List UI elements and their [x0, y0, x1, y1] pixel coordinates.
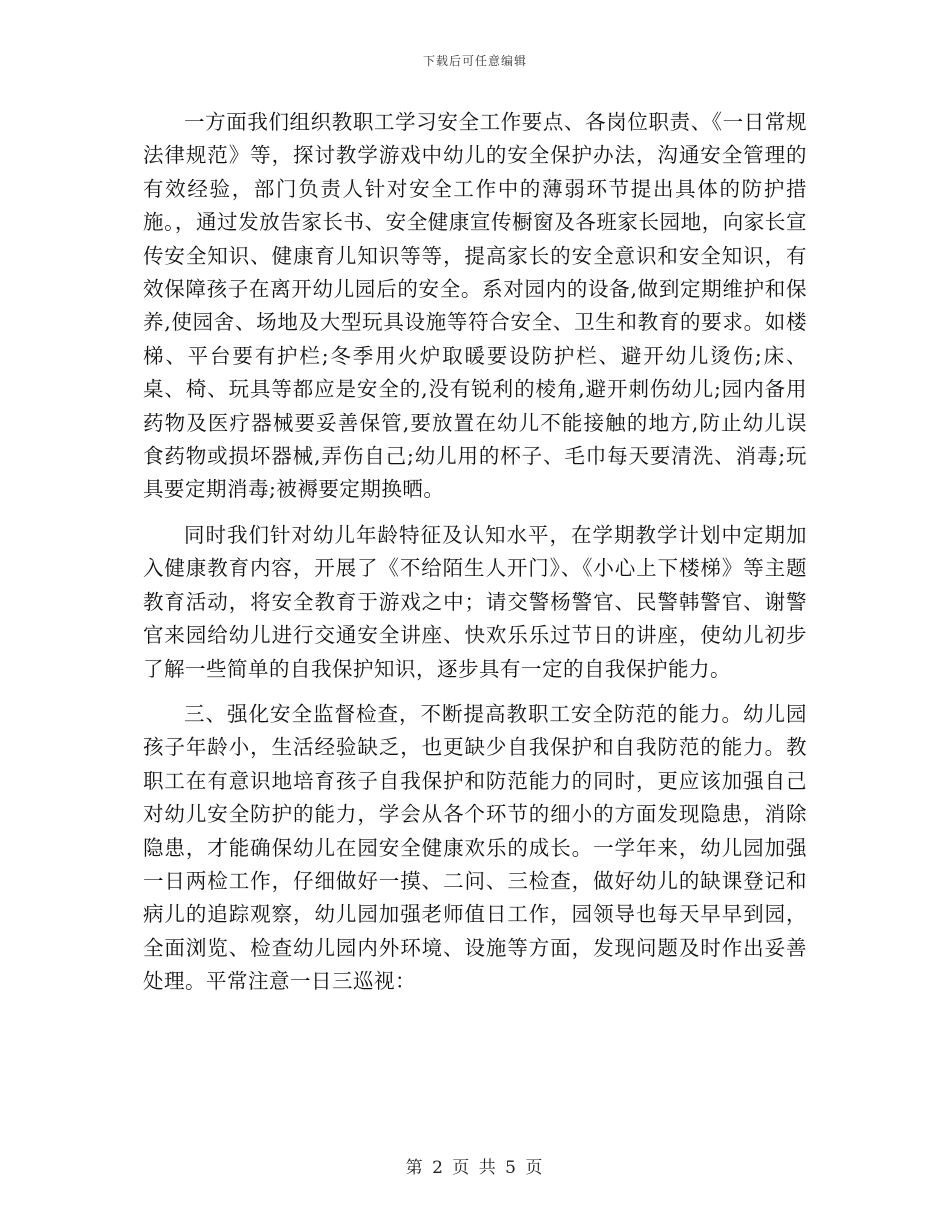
paragraph-safety-training: 一方面我们组织教职工学习安全工作要点、各岗位职责、《一日常规法律规范》等，探讨教学游戏中幼儿的安全保护办法，沟通安全管理的有效经验，部门负责人针对安全工作中的薄弱环节提出具体的防护措施。，通过发放告家长书、安全健康宣传橱窗及各班家长园地，向家长宣传安全知识、健康育儿知识等等，提高家长的安全意识和安全知识，有效保障孩子在离开幼儿园后的安全。系对园内的设备,做到定期维护和保养,使园舍、场地及大型玩具设施等符合安全、卫生和教育的要求。如楼梯、平台要有护栏;冬季用火炉取暖要设防护栏、避开幼儿烫伤;床、桌、椅、玩具等都应是安全的,没有锐利的棱角,避开刺伤幼儿;园内备用药物及医疗器械要妥善保管,要放置在幼儿不能接触的地方,防止幼儿误食药物或损坏器械,弄伤自己;幼儿用的杯子、毛巾每天要清洗、消毒;玩具要定期消毒;被褥要定期换晒。	[143, 110, 807, 502]
document-body	[143, 106, 807, 1011]
page-number: 第 2 页 共 5 页	[405, 1158, 545, 1178]
paragraph-safety-inspection: 三、强化安全监督检查，不断提高教职工安全防范的能力。幼儿园孩子年龄小，生活经验缺乏，也更缺少自我保护和自我防范的能力。教职工在有意识地培育孩子自我保护和防范能力的同时，更应该加强自己对幼儿安全防护的能力，学会从各个环节的细小的方面发现隐患，消除隐患，才能确保幼儿在园安全健康欢乐的成长。一学年来，幼儿园加强一日两检工作，仔细做好一摸、二问、三检查，做好幼儿的缺课登记和病儿的追踪观察，幼儿园加强老师值日工作，园领导也每天早早到园，全面浏览、检查幼儿园内外环境、设施等方面，发现问题及时作出妥善处理。平常注意一日三巡视：	[143, 701, 807, 994]
page-header-note: 下载后可任意编辑	[422, 54, 527, 68]
paragraph-health-education: 同时我们针对幼儿年龄特征及认知水平，在学期教学计划中定期加入健康教育内容，开展了《不给陌生人开门》、《小心上下楼梯》等主题教育活动，将安全教育于游戏之中；请交警杨警官、民警韩警官、谢警官来园给幼儿进行交通安全讲座、快欢乐乐过节日的讲座，使幼儿初步了解一些简单的自我保护知识，逐步具有一定的自我保护能力。	[143, 522, 807, 681]
